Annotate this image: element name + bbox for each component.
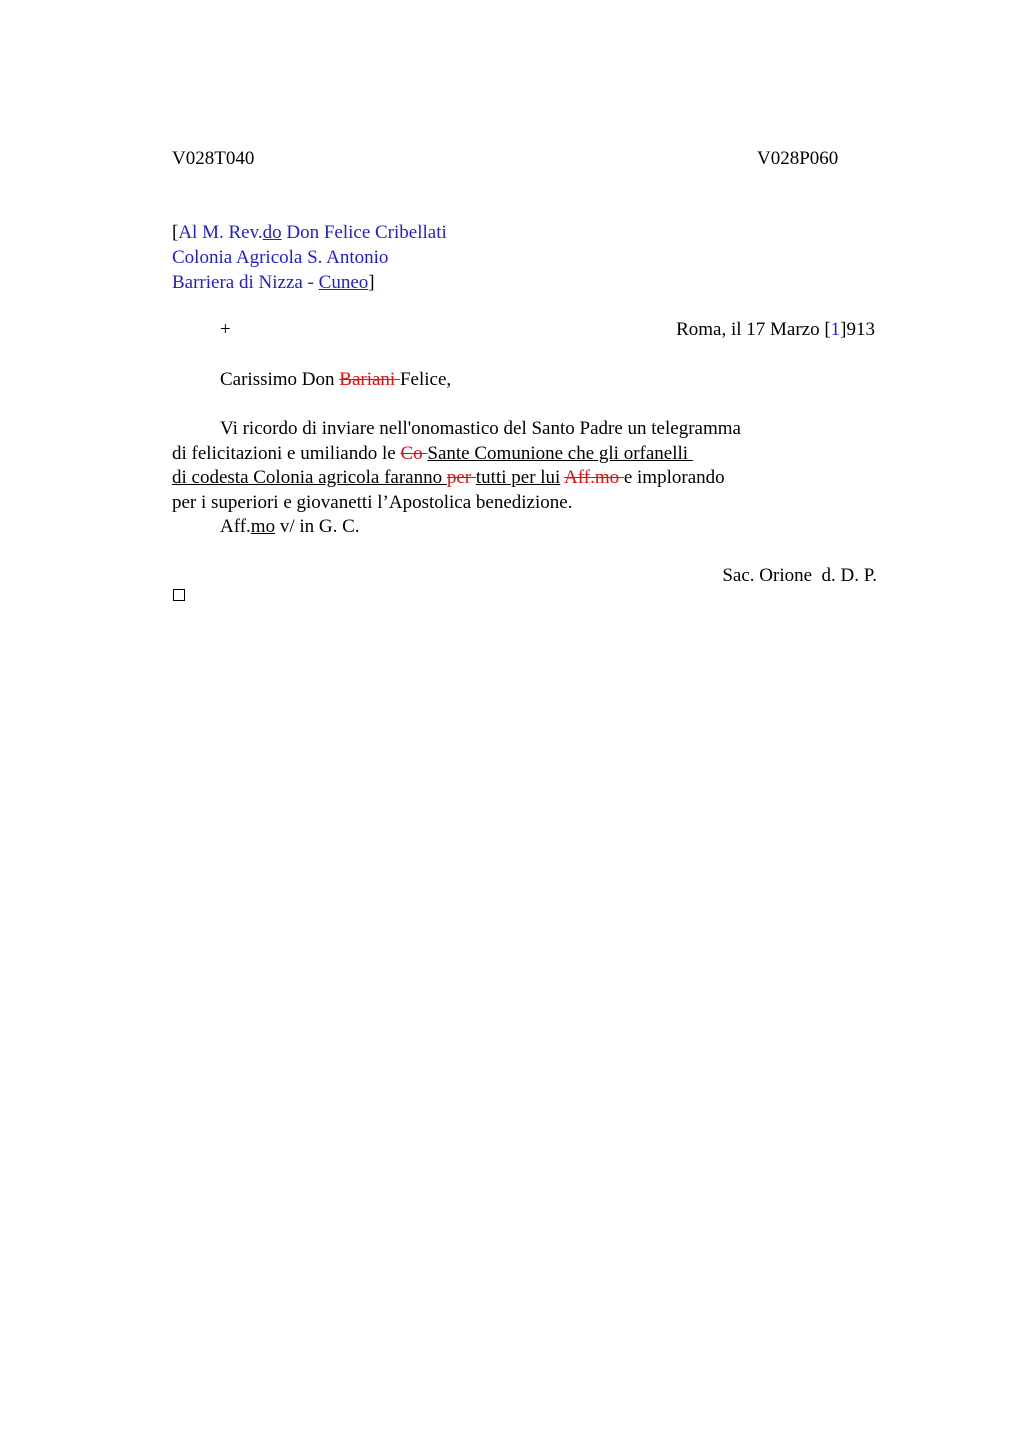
- document-code-right: V028P060: [757, 148, 839, 169]
- body-line-1: Vi ricordo di inviare nell'onomastico del Santo Padre un telegramma: [220, 418, 741, 439]
- dateline: [676, 317, 875, 342]
- underlined-text: di codesta Colonia agricola faranno: [172, 467, 447, 488]
- deleted-word: Bariani: [339, 369, 400, 390]
- signature: Sac. Orione d. D. P.: [722, 565, 877, 586]
- checkbox-icon: [173, 589, 185, 601]
- closing-abbreviation: mo: [250, 516, 276, 537]
- salutation: [220, 367, 451, 392]
- address-city: Cuneo: [318, 272, 369, 293]
- underlined-text: tutti per lui: [475, 467, 561, 488]
- deleted-word: per: [446, 467, 476, 488]
- deleted-word: Aff.mo: [564, 467, 624, 488]
- closing-rest: v/ in G. C.: [275, 516, 360, 537]
- deleted-word: Co: [400, 443, 428, 464]
- underlined-text: Sante Comunione che gli orfanelli: [427, 443, 693, 464]
- body-text: di felicitazioni e umiliando le: [172, 443, 401, 464]
- body-line-3: [172, 465, 725, 490]
- date-year: ]913: [840, 319, 875, 340]
- address-abbreviation: do: [262, 222, 282, 243]
- address-line-2: Colonia Agricola S. Antonio: [172, 247, 389, 268]
- closing: [220, 514, 360, 539]
- date-insert: 1: [830, 319, 841, 340]
- address-line-3: [172, 270, 375, 295]
- date-text: Roma, il 17 Marzo [: [676, 319, 831, 340]
- closing-text: Aff.: [220, 516, 251, 537]
- salutation-name: Felice,: [399, 369, 452, 390]
- body-line-4: per i superiori e giovanetti l’Apostolica benedizione.: [172, 492, 573, 513]
- bracket-open: [: [172, 222, 179, 243]
- salutation-text: Carissimo Don: [220, 369, 340, 390]
- address-line-1: [172, 220, 447, 245]
- document-code-left: V028T040: [172, 148, 255, 169]
- address-recipient-prefix: Al M. Rev.: [178, 222, 263, 243]
- body-text: e implorando: [623, 467, 725, 488]
- address-place: Barriera di Nizza -: [172, 272, 319, 293]
- cross-mark: +: [220, 319, 231, 340]
- body-line-2: [172, 441, 693, 466]
- address-recipient-name: Don Felice Cribellati: [281, 222, 447, 243]
- bracket-close: ]: [368, 272, 375, 293]
